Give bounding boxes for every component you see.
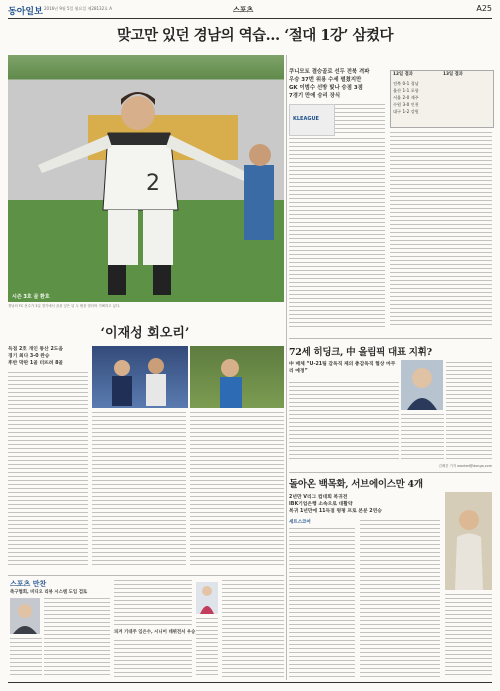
divider bbox=[289, 472, 492, 473]
article-body bbox=[360, 520, 440, 678]
deck-line: 득점 2호 개인 통산 2도움 bbox=[8, 347, 64, 352]
masthead-rule bbox=[8, 18, 492, 19]
away-team: 강원 bbox=[410, 109, 419, 114]
home-team: 전북 bbox=[393, 81, 402, 86]
divider bbox=[8, 575, 284, 576]
set-score-badge: 세트스코어 bbox=[289, 520, 311, 525]
hiddink-photo bbox=[401, 360, 443, 410]
article-body bbox=[10, 638, 42, 678]
volleyball-photo bbox=[445, 492, 492, 590]
article2-headline: 72세 히딩크, 中 올림픽 대표 지휘? bbox=[289, 347, 432, 358]
article-body bbox=[401, 414, 444, 462]
home-team: 대구 bbox=[393, 109, 402, 114]
deck-line: 경기 최다 3-0 완승 bbox=[8, 354, 50, 359]
score-row bbox=[393, 101, 491, 108]
athlete-illustration bbox=[445, 492, 492, 590]
match-photo-2 bbox=[190, 346, 284, 408]
deck-line: 후반 막판 1골 터뜨려 8골 bbox=[8, 361, 64, 366]
players-illustration bbox=[92, 346, 188, 408]
score-row bbox=[393, 94, 491, 101]
home-team: 서울 bbox=[393, 95, 402, 100]
section-name: 스포츠 bbox=[233, 6, 254, 14]
column-separator bbox=[286, 55, 287, 680]
article-body bbox=[114, 640, 192, 678]
page-number: A25 bbox=[476, 4, 492, 13]
player-illustration bbox=[8, 55, 284, 302]
newspaper-logo: 동아일보 bbox=[8, 7, 43, 17]
score: 3-0 bbox=[402, 102, 410, 107]
home-team: 울산 bbox=[393, 88, 402, 93]
column-box-deck: 축구협회, 비디오 리뷰 시스템 도입 검토 bbox=[10, 590, 88, 595]
score-rows bbox=[393, 80, 491, 115]
article-body bbox=[289, 528, 355, 678]
main-deck bbox=[289, 68, 385, 100]
photo-caption-lead: 시즌 3호 골 환호 bbox=[12, 294, 50, 300]
divider bbox=[289, 338, 492, 339]
deck-line: GK 이범수 선방 빛나 승점 3점 bbox=[289, 85, 363, 91]
article-body bbox=[114, 580, 192, 628]
article2-byline: 김배중 기자 wanted@donga.com bbox=[438, 464, 492, 468]
deck-line: IBK기업은행 소속으로 대활약 bbox=[289, 502, 353, 507]
score: 2-0 bbox=[402, 95, 410, 100]
column-photo bbox=[10, 598, 40, 634]
score-row bbox=[393, 80, 491, 87]
column-box-title: 스포츠 만찬 bbox=[10, 580, 47, 588]
away-team: 제주 bbox=[410, 95, 419, 100]
deck-line: 2년만 V리그 컵대회 복귀전 bbox=[289, 495, 348, 500]
scoreboard-title: 13일 결과 bbox=[443, 72, 463, 77]
article-body bbox=[92, 412, 186, 568]
article-body bbox=[190, 412, 284, 568]
score-row bbox=[393, 87, 491, 94]
score-row bbox=[393, 108, 491, 115]
dateline: 2016년 9월 5일 월요일 제28132호 A bbox=[44, 6, 112, 11]
home-team: 수원 bbox=[393, 102, 402, 107]
article-body bbox=[289, 138, 385, 330]
bottom-rule bbox=[8, 682, 492, 683]
column-section2: 피겨 기대주 임은수, 시니어 데뷔전서 우승 bbox=[114, 630, 196, 635]
portrait-illustration bbox=[401, 360, 443, 410]
deck-line: 우승 37번 위용 수세 펼쳤지만 bbox=[289, 77, 362, 83]
article-body bbox=[44, 598, 110, 678]
scoreboard bbox=[390, 70, 494, 128]
article2-deck: 中 매체 “U-21팀 감독직 제의 총감독직 협상 마무리 예정” bbox=[289, 362, 396, 374]
away-team: 포항 bbox=[410, 88, 419, 93]
score: 1-1 bbox=[402, 88, 410, 93]
score: 0-1 bbox=[402, 81, 410, 86]
article-body bbox=[222, 580, 284, 678]
skater-photo bbox=[196, 582, 218, 614]
skater-illustration bbox=[196, 582, 218, 614]
article3-headline: 돌아온 백목화, 서브에이스만 4개 bbox=[289, 479, 423, 490]
away-team: 인천 bbox=[410, 102, 419, 107]
main-headline: 맞고만 있던 경남의 역습… ‘절대 1강’ 삼켰다 bbox=[116, 27, 394, 44]
article-body bbox=[289, 382, 399, 462]
players-illustration bbox=[190, 346, 284, 408]
league-logo: KLEAGUE bbox=[293, 116, 319, 122]
deck-line: 쿠니모토 결승골로 선두 전북 격파 bbox=[289, 69, 370, 75]
sub-deck bbox=[8, 346, 88, 367]
sub-headline: ‘이재성 회오리’ bbox=[100, 326, 190, 341]
article3-deck bbox=[289, 494, 439, 515]
deck-line: 복귀 1년만에 11득점 펑펑 프로 본분 2연승 bbox=[289, 509, 382, 514]
score: 1-2 bbox=[402, 109, 410, 114]
deck-line: 7경기 만에 승리 장식 bbox=[289, 93, 341, 99]
match-photo-1 bbox=[92, 346, 188, 408]
portrait-illustration bbox=[10, 598, 40, 634]
masthead bbox=[8, 3, 492, 17]
article-body bbox=[445, 594, 492, 678]
scoreboard-title: 12일 결과 bbox=[393, 72, 413, 77]
main-photo bbox=[8, 55, 284, 302]
league-logo-box bbox=[289, 104, 335, 136]
article-body bbox=[8, 372, 88, 568]
article-body bbox=[335, 104, 385, 134]
article-body bbox=[390, 132, 492, 328]
article-body bbox=[196, 618, 218, 678]
article-body bbox=[446, 362, 492, 462]
away-team: 경남 bbox=[410, 81, 419, 86]
main-photo-caption: 경남의 FC 선수가 3일 경기에서 골을 넣은 뒤 두 팔을 벌리며 기뻐하고 있다. bbox=[8, 304, 121, 308]
svg-text:2: 2 bbox=[146, 171, 160, 196]
